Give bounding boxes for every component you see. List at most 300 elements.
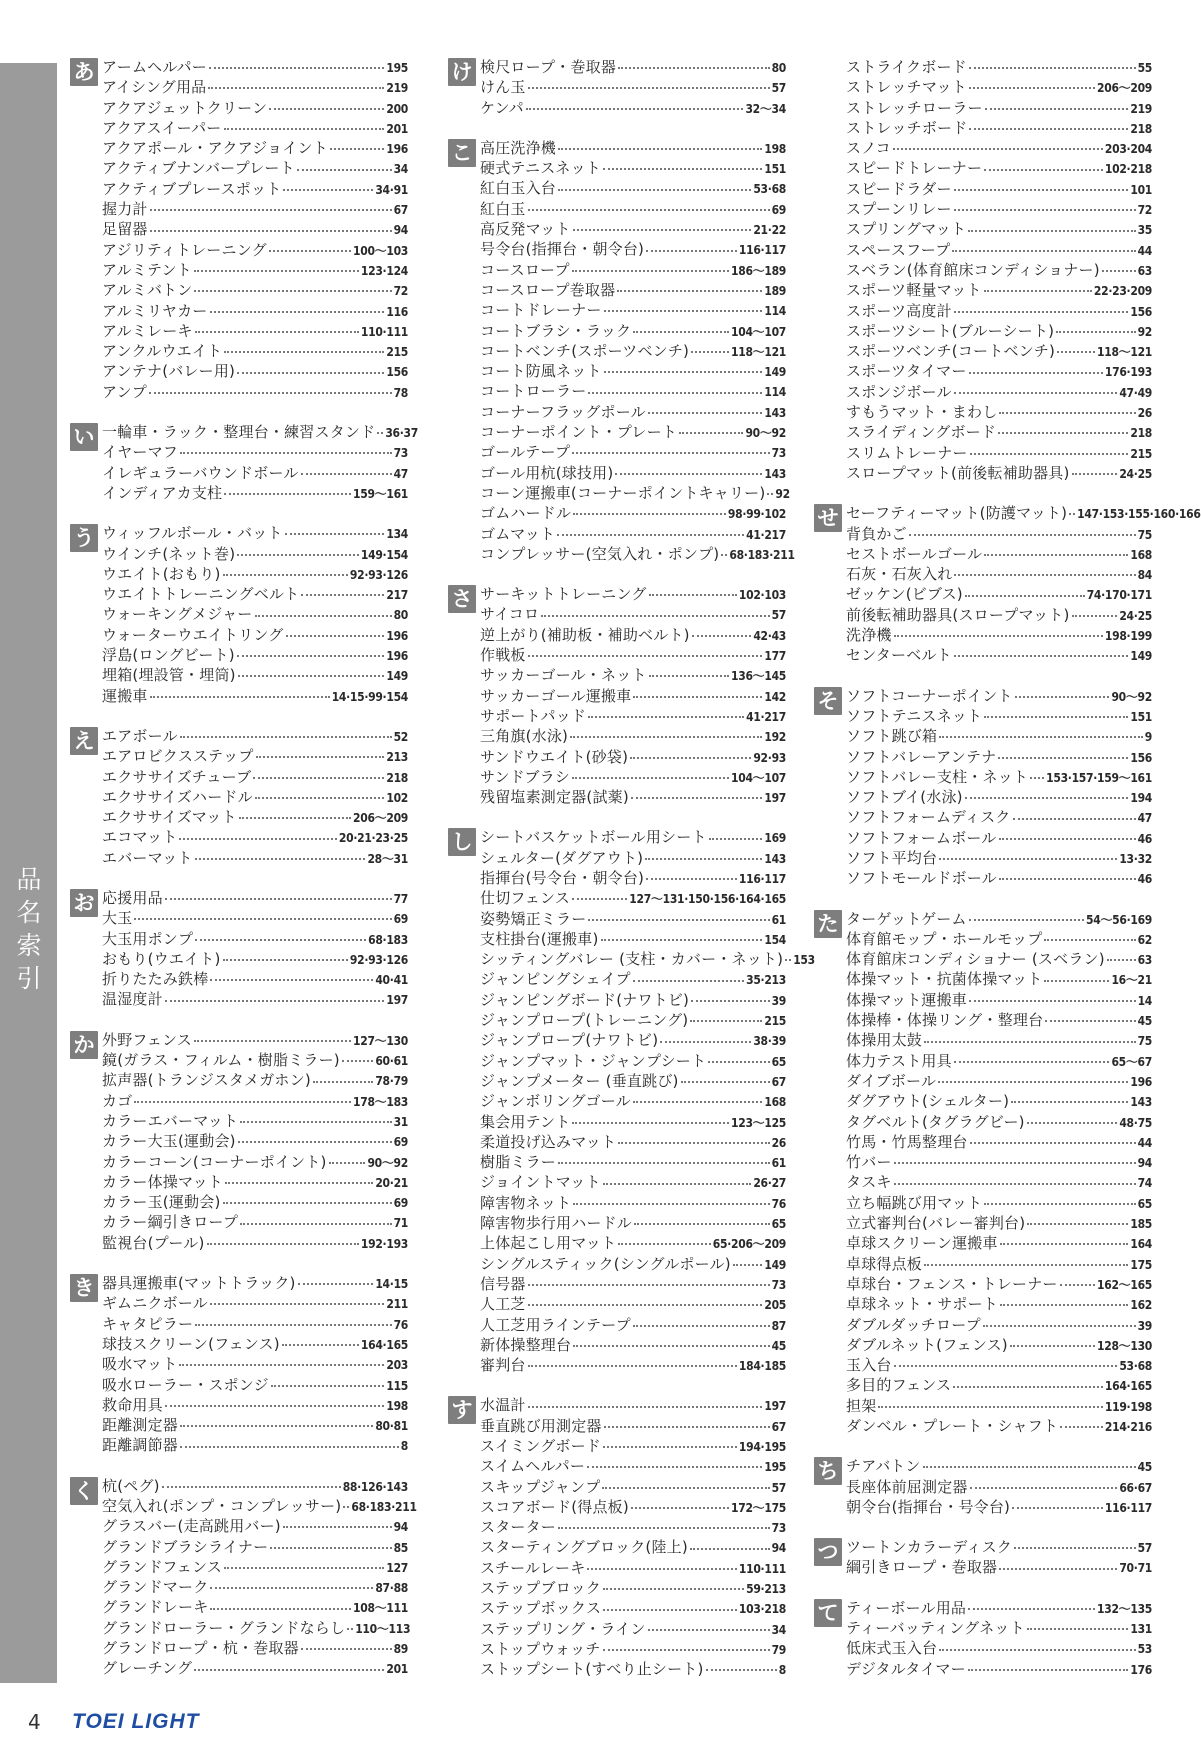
dot-leader (878, 1406, 1103, 1408)
index-entry (846, 644, 1152, 664)
entry-pages: 71 (393, 1216, 408, 1231)
entry-name: キャタピラー (102, 1314, 194, 1333)
dot-leader (195, 939, 366, 941)
index-entry (846, 157, 1152, 177)
entry-name: エアボール (102, 726, 178, 745)
index-entry (480, 624, 786, 644)
entry-pages: 90〜92 (1111, 689, 1152, 704)
entry-name: ストライクボード (846, 58, 967, 76)
index-entry (846, 1415, 1152, 1435)
kana-heading: て (814, 1599, 842, 1627)
index-entry (846, 1009, 1152, 1029)
dot-leader (1015, 696, 1110, 698)
index-entry (846, 847, 1152, 867)
index-entry (102, 685, 408, 705)
entry-name: 人工芝 (480, 1295, 526, 1314)
entry-pages: 48·75 (1119, 1115, 1152, 1130)
entry-pages: 69 (393, 912, 408, 927)
entry-pages: 67 (771, 1074, 786, 1089)
dot-leader (604, 1426, 770, 1428)
entry-name: ストレッチローラー (846, 98, 983, 117)
entry-name: ソフト跳び箱 (846, 727, 938, 746)
entry-pages: 192·193 (360, 1236, 408, 1251)
index-entry (480, 1618, 786, 1638)
dot-leader (939, 1649, 1135, 1651)
entry-pages: 69 (393, 1135, 408, 1150)
dot-leader (210, 1303, 384, 1305)
entry-pages: 45 (771, 1338, 786, 1353)
entry-name: グラスバー(走高跳用バー) (102, 1517, 281, 1536)
index-entry (846, 1637, 1152, 1657)
entry-pages: 194·195 (738, 1440, 786, 1454)
dot-leader (999, 412, 1135, 414)
dot-leader (618, 1142, 769, 1144)
index-entry (846, 827, 1152, 847)
index-entry (846, 239, 1152, 259)
entry-pages: 80 (771, 61, 786, 75)
index-entry (846, 1232, 1152, 1252)
dot-leader (969, 372, 1103, 374)
entry-pages: 90〜92 (745, 426, 786, 441)
index-entry (480, 1557, 786, 1577)
entry-name: イレギュラーバウンドボール (102, 463, 299, 482)
entry-pages: 127〜130 (353, 1033, 408, 1048)
entry-name: 吸水ローラー・スポンジ (102, 1375, 269, 1394)
entry-name: エクササイズハードル (102, 787, 253, 806)
entry-name: ステップリング・ライン (480, 1619, 646, 1638)
entry-pages: 203·204 (1104, 142, 1152, 157)
index-entry (846, 1151, 1152, 1171)
dot-leader (660, 1041, 751, 1043)
entry-pages: 143 (764, 851, 786, 866)
index-entry (102, 603, 408, 623)
dot-leader (1014, 1547, 1136, 1549)
entry-pages: 94 (393, 223, 408, 238)
entry-name: 温湿度計 (102, 990, 163, 1009)
entry-pages: 78·79 (375, 1074, 408, 1089)
index-entry (480, 1111, 786, 1131)
entry-name: コーナーポイント・プレート (480, 423, 678, 442)
index-entry (102, 1232, 408, 1252)
index-entry (846, 1374, 1152, 1394)
dot-leader (165, 898, 392, 900)
entry-name: 綱引きロープ・巻取器 (846, 1558, 998, 1577)
entry-name: ソフトブイ(水泳) (846, 788, 963, 807)
dot-leader (255, 615, 392, 617)
index-entry (846, 1192, 1152, 1212)
index-entry (846, 1597, 1152, 1617)
index-entry (102, 441, 408, 461)
entry-pages: 14 (1137, 993, 1152, 1008)
entry-name: ゴール用杭(球技用) (480, 463, 614, 482)
entry-name: スベラン(体育館床コンディショナー) (846, 260, 1100, 279)
dot-leader (954, 574, 1135, 576)
index-entry (480, 867, 786, 887)
index-entry (846, 1354, 1152, 1374)
entry-pages: 218 (1130, 426, 1152, 441)
entry-name: ストレッチボード (846, 118, 968, 137)
dot-leader (733, 1264, 763, 1266)
kana-heading: こ (448, 139, 476, 167)
dot-leader (570, 736, 762, 738)
entry-pages: 153·157·159〜161 (1046, 770, 1152, 785)
index-entry (846, 685, 1152, 705)
entry-pages: 34·91 (375, 182, 408, 197)
entry-name: けん玉 (480, 78, 526, 97)
dot-leader (648, 412, 763, 414)
entry-pages: 34 (771, 1622, 786, 1637)
index-entry (102, 543, 408, 563)
index-entry (102, 624, 408, 644)
entry-name: スキップジャンプ (480, 1477, 601, 1496)
entry-pages: 52 (393, 729, 408, 744)
entry-name: エコマット (102, 828, 178, 847)
entry-pages: 215 (1130, 446, 1152, 461)
entry-name: グランドブラシライナー (102, 1537, 269, 1556)
index-entry (480, 1009, 786, 1029)
dot-leader (286, 635, 385, 637)
dot-leader (970, 1142, 1136, 1144)
entry-pages: 75 (1137, 1034, 1152, 1049)
dot-leader (1011, 1101, 1128, 1103)
entry-name: アクアスイーパー (102, 118, 222, 137)
entry-pages: 197 (386, 993, 408, 1008)
entry-name: タスキ (846, 1173, 892, 1192)
entry-name: 空気入れ(ポンプ・コンプレッサー) (102, 1497, 342, 1515)
index-entry (102, 948, 408, 968)
entry-name: 背負かご (846, 524, 907, 543)
dot-leader (271, 1385, 385, 1387)
index-entry (846, 583, 1152, 603)
entry-name: アルミレーキ (102, 321, 193, 340)
index-entry (480, 1597, 786, 1617)
dot-leader (893, 148, 1103, 150)
dot-leader (588, 919, 769, 921)
entry-pages: 80·81 (375, 1419, 408, 1434)
dot-leader (256, 756, 385, 758)
dot-leader (224, 128, 385, 130)
index-entry (102, 117, 408, 137)
dot-leader (134, 918, 391, 920)
index-entry (846, 320, 1152, 340)
kana-heading: せ (814, 504, 842, 532)
dot-leader (237, 655, 385, 657)
index-entry (846, 56, 1152, 76)
index-entry (102, 279, 408, 299)
entry-pages: 196 (1130, 1074, 1152, 1089)
index-entry (102, 1637, 408, 1657)
index-entry (846, 989, 1152, 1009)
entry-name: アクティブナンバープレート (102, 159, 295, 178)
index-entry (846, 1070, 1152, 1090)
entry-name: ツートンカラーディスク (846, 1538, 1013, 1557)
entry-name: エバーマット (102, 848, 193, 867)
entry-name: 外野フェンス (102, 1030, 193, 1049)
index-entry (102, 664, 408, 684)
index-entry (102, 1292, 408, 1312)
index-entry (480, 1050, 786, 1070)
index-entry (480, 705, 786, 725)
entry-pages: 149 (386, 669, 408, 684)
index-entry (480, 583, 786, 603)
entry-name: 上体起こし用マット (480, 1234, 617, 1253)
entry-name: スチールレーキ (480, 1558, 586, 1577)
entry-name: スリムトレーナー (846, 443, 968, 462)
index-section (68, 421, 418, 502)
dot-leader (179, 838, 336, 840)
entry-pages: 177 (764, 649, 786, 664)
entry-name: スコアボード(得点板) (480, 1497, 629, 1516)
entry-name: ジャンプメーター (垂直跳び) (480, 1071, 679, 1090)
entry-name: ダグアウト(シェルター) (846, 1092, 1010, 1111)
entry-name: 監視台(プール) (102, 1233, 205, 1252)
entry-name: ソフトバレーアンテナ (846, 747, 997, 766)
index-entry (102, 887, 408, 907)
dot-leader (953, 1386, 1103, 1388)
dot-leader (1056, 331, 1135, 333)
entry-pages: 116·117 (1104, 1500, 1152, 1515)
entry-pages: 24·25 (1119, 608, 1152, 623)
index-entry (480, 421, 786, 441)
entry-name: スロープマット(前後転補助器具) (846, 463, 1070, 482)
entry-name: エクササイズマット (102, 808, 237, 827)
entry-name: 垂直跳び用測定器 (480, 1416, 602, 1435)
entry-name: コースロープ巻取器 (480, 280, 616, 299)
dot-leader (1045, 1020, 1135, 1022)
entry-pages: 114 (764, 304, 786, 319)
dot-leader (999, 1568, 1117, 1570)
entry-pages: 211 (386, 1297, 408, 1312)
entry-pages: 35·213 (746, 973, 786, 988)
entry-name: 卓球台・フェンス・トレーナー (846, 1274, 1058, 1293)
entry-name: 三角旗(水泳) (480, 727, 569, 746)
entry-pages: 206〜209 (353, 811, 408, 826)
entry-pages: 26·27 (753, 1176, 786, 1191)
entry-name: ウォーキングメジャー (102, 605, 253, 624)
entry-name: スノコ (846, 139, 891, 158)
kana-heading: お (70, 889, 98, 917)
dot-leader (225, 1182, 373, 1184)
entry-pages: 53 (1137, 1642, 1152, 1657)
entry-name: 新体操整理台 (480, 1335, 572, 1354)
entry-pages: 65 (771, 1054, 786, 1069)
entry-name: 障害物ネット (480, 1193, 572, 1212)
index-entry (102, 421, 418, 442)
entry-pages: 200 (386, 101, 408, 116)
index-entry (480, 137, 786, 157)
index-entry (480, 1496, 786, 1516)
entry-pages: 164·165 (360, 1337, 408, 1352)
dot-leader (954, 392, 1118, 394)
index-entry (480, 948, 815, 969)
index-entry (480, 1253, 786, 1273)
entry-pages: 72 (393, 284, 408, 299)
entry-pages: 101 (1130, 182, 1152, 197)
entry-pages: 20·21·23·25 (338, 831, 408, 846)
dot-leader (572, 898, 627, 900)
entry-pages: 151 (764, 162, 786, 177)
entry-name: スポーツシート(ブルーシート) (846, 321, 1055, 340)
dot-leader (528, 655, 763, 657)
entry-name: スポーツタイマー (846, 362, 967, 381)
entry-pages: 149 (764, 1257, 786, 1272)
dot-leader (301, 594, 384, 596)
dot-leader (939, 858, 1117, 860)
entry-pages: 41·217 (746, 709, 786, 724)
entry-pages: 103·218 (738, 1602, 786, 1617)
index-entry (102, 1515, 408, 1535)
index-entry (846, 360, 1152, 380)
entry-pages: 75 (1137, 527, 1152, 542)
entry-name: 号令台(指揮台・朝令台) (480, 240, 645, 259)
entry-name: 高圧洗浄機 (480, 138, 557, 157)
entry-name: コート防風ネット (480, 362, 602, 381)
entry-name: 高反発マット (480, 220, 571, 239)
entry-pages: 186〜189 (731, 263, 786, 278)
dot-leader (240, 1223, 392, 1225)
dot-leader (224, 351, 384, 353)
entry-pages: 218 (386, 770, 408, 785)
dot-leader (558, 1527, 770, 1529)
entry-pages: 44 (1137, 1135, 1152, 1150)
entry-name: エクササイズチューブ (102, 767, 252, 786)
entry-pages: 142 (764, 689, 786, 704)
dot-leader (618, 67, 770, 69)
dot-leader (604, 310, 763, 312)
index-entry (102, 1333, 408, 1353)
index-entry (846, 786, 1152, 806)
entry-name: 玉入台 (846, 1356, 892, 1375)
dot-leader (767, 493, 773, 495)
dot-leader (909, 534, 1136, 536)
entry-name: アンプ (102, 382, 148, 401)
entry-pages: 102·218 (1104, 162, 1152, 177)
dot-leader (573, 513, 726, 515)
index-entry (846, 908, 1152, 928)
dot-leader (224, 493, 351, 495)
entry-name: イヤーマフ (102, 443, 179, 462)
index-entry (480, 1394, 786, 1414)
dot-leader (149, 392, 392, 394)
dot-leader (180, 1425, 373, 1427)
entry-pages: 70·71 (1119, 1561, 1152, 1576)
entry-pages: 98·99·102 (727, 507, 786, 522)
entry-pages: 16〜21 (1111, 973, 1152, 988)
dot-leader (1102, 270, 1136, 272)
index-entry (102, 239, 408, 259)
index-entry (480, 1212, 786, 1232)
dot-leader (180, 736, 392, 738)
index-entry (480, 177, 786, 197)
entry-name: 握力計 (102, 200, 148, 219)
kana-heading: そ (814, 687, 842, 715)
dot-leader (301, 1648, 392, 1650)
entry-name: コーナーフラッグポール (480, 402, 646, 421)
entry-name: グランドレーキ (102, 1598, 209, 1617)
entry-name: おもり(ウエイト) (102, 949, 221, 968)
dot-leader (558, 189, 751, 191)
entry-pages: 123〜125 (731, 1115, 786, 1130)
entry-name: 姿勢矯正ミラー (480, 909, 587, 928)
entry-name: スポーツベンチ(コートベンチ) (846, 342, 1056, 361)
dot-leader (984, 290, 1092, 292)
index-entry (480, 685, 786, 705)
entry-pages: 65 (1137, 1196, 1152, 1211)
dot-leader (528, 209, 770, 211)
entry-name: アルミリヤカー (102, 301, 208, 320)
index-section (68, 1272, 408, 1455)
entry-name: コートローラー (480, 382, 587, 401)
dot-leader (615, 473, 762, 475)
entry-pages: 44 (1137, 243, 1152, 258)
entry-pages: 147·153·155·160·166 (1077, 507, 1201, 522)
dot-leader (194, 290, 391, 292)
entry-name: 朝令台(指揮台・号令台) (846, 1497, 1011, 1516)
index-entry (480, 502, 786, 522)
entry-pages: 92 (775, 486, 790, 501)
index-section (446, 137, 795, 563)
dot-leader (269, 108, 384, 110)
entry-pages: 80 (393, 608, 408, 623)
index-entry (846, 1029, 1152, 1049)
entry-pages: 73 (771, 1277, 786, 1292)
dot-leader (984, 1203, 1135, 1205)
index-section (68, 1029, 408, 1252)
index-entry (102, 766, 408, 786)
entry-name: コーン運搬車(コーナーポイントキャリー) (480, 483, 766, 502)
kana-heading: い (70, 423, 98, 451)
dot-leader (938, 1081, 1128, 1083)
entry-name: ソフトモールドボール (846, 869, 997, 888)
entry-pages: 77 (393, 891, 408, 906)
entry-pages: 110·111 (360, 324, 408, 339)
index-section (446, 1394, 786, 1678)
dot-leader (970, 1487, 1118, 1489)
entry-pages: 67 (393, 203, 408, 218)
dot-leader (1027, 1223, 1128, 1225)
entry-pages: 114 (764, 385, 786, 400)
index-entry (480, 1232, 786, 1252)
index-entry (102, 1029, 408, 1049)
entry-pages: 116·117 (738, 243, 786, 258)
index-entry (846, 1050, 1152, 1070)
entry-pages: 67 (771, 1419, 786, 1434)
entry-name: 体育館モップ・ホールモップ (846, 929, 1043, 948)
entry-name: ウエイトトレーニングベルト (102, 585, 300, 604)
entry-pages: 110·111 (738, 1561, 786, 1576)
entry-pages: 143 (764, 405, 786, 420)
entry-pages: 219 (1130, 101, 1152, 116)
entry-name: スターター (480, 1518, 557, 1537)
entry-name: ウエイト(おもり) (102, 564, 221, 583)
entry-name: 竹馬・竹馬整理台 (846, 1132, 968, 1151)
dot-leader (998, 432, 1128, 434)
index-entry (480, 218, 786, 238)
entry-name: カラー体操マット (102, 1172, 224, 1191)
index-entry (102, 1495, 417, 1515)
entry-pages: 35 (1137, 223, 1152, 238)
entry-name: ウォーターウエイトリング (102, 625, 284, 644)
entry-name: 運搬車 (102, 686, 148, 705)
index-entry (846, 1658, 1152, 1678)
index-section (812, 56, 1152, 482)
index-entry (480, 1131, 786, 1151)
entry-pages: 57 (771, 1480, 786, 1495)
index-entry (102, 522, 408, 542)
index-entry (846, 1556, 1152, 1576)
entry-name: 立式審判台(バレー審判台) (846, 1214, 1026, 1233)
entry-pages: 184·185 (738, 1359, 786, 1374)
